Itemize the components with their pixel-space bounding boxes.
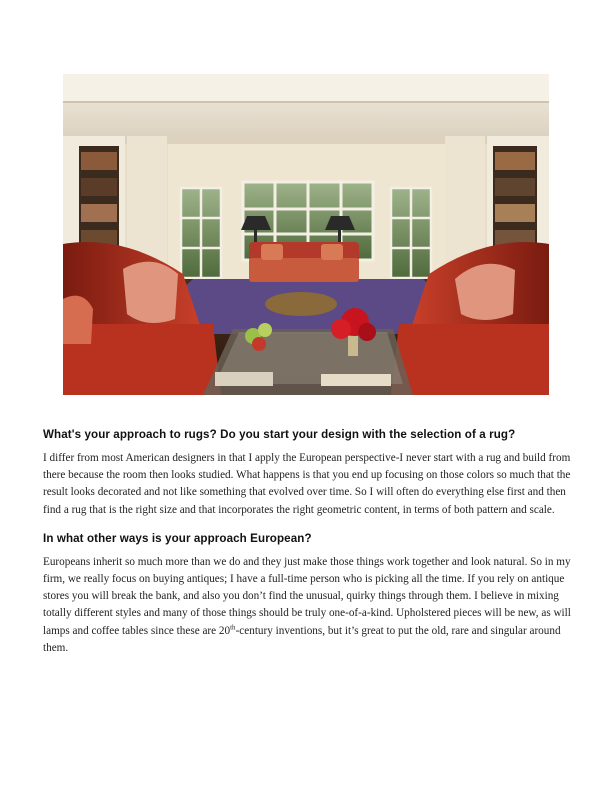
question-european-heading: In what other ways is your approach European? xyxy=(43,531,312,545)
living-room-photo xyxy=(63,74,549,395)
answer-rugs-paragraph: I differ from most American designers in that I apply the European perspective-I never start with a rug and build from there because the room then looks studied. What happens is that you end up focusing on those colors so much that the result looks decorated and not like something that evolved over time. So I will often do everything else first and then find a rug that is the right size and that incorporates the right geometric content, in terms of both pattern and scale. xyxy=(43,452,571,516)
question-rugs-heading: What's your approach to rugs? Do you start your design with the selection of a rug? xyxy=(43,428,516,441)
answer-european-text-2: -century inventions, but it’s great to put the old, rare and singular around them. xyxy=(43,624,561,654)
answer-european-paragraph xyxy=(43,554,573,657)
answer-european-text-1: Europeans inherit so much more than we do and they just make those things work together and look natural. So in my firm, we really focus on buying antiques; I have a full-time person who is picking all the time. If you rely on antique stores you will break the bank, and also you don’t find the unusual, quirky things through them. I believe in mixing totally different styles and many of those things should be truly one-of-a-kind. Upholstered pieces will be new, as will lamps and coffee tables since these are 20 xyxy=(43,555,571,637)
article-content xyxy=(43,428,573,670)
ordinal-superscript: th xyxy=(230,622,236,631)
